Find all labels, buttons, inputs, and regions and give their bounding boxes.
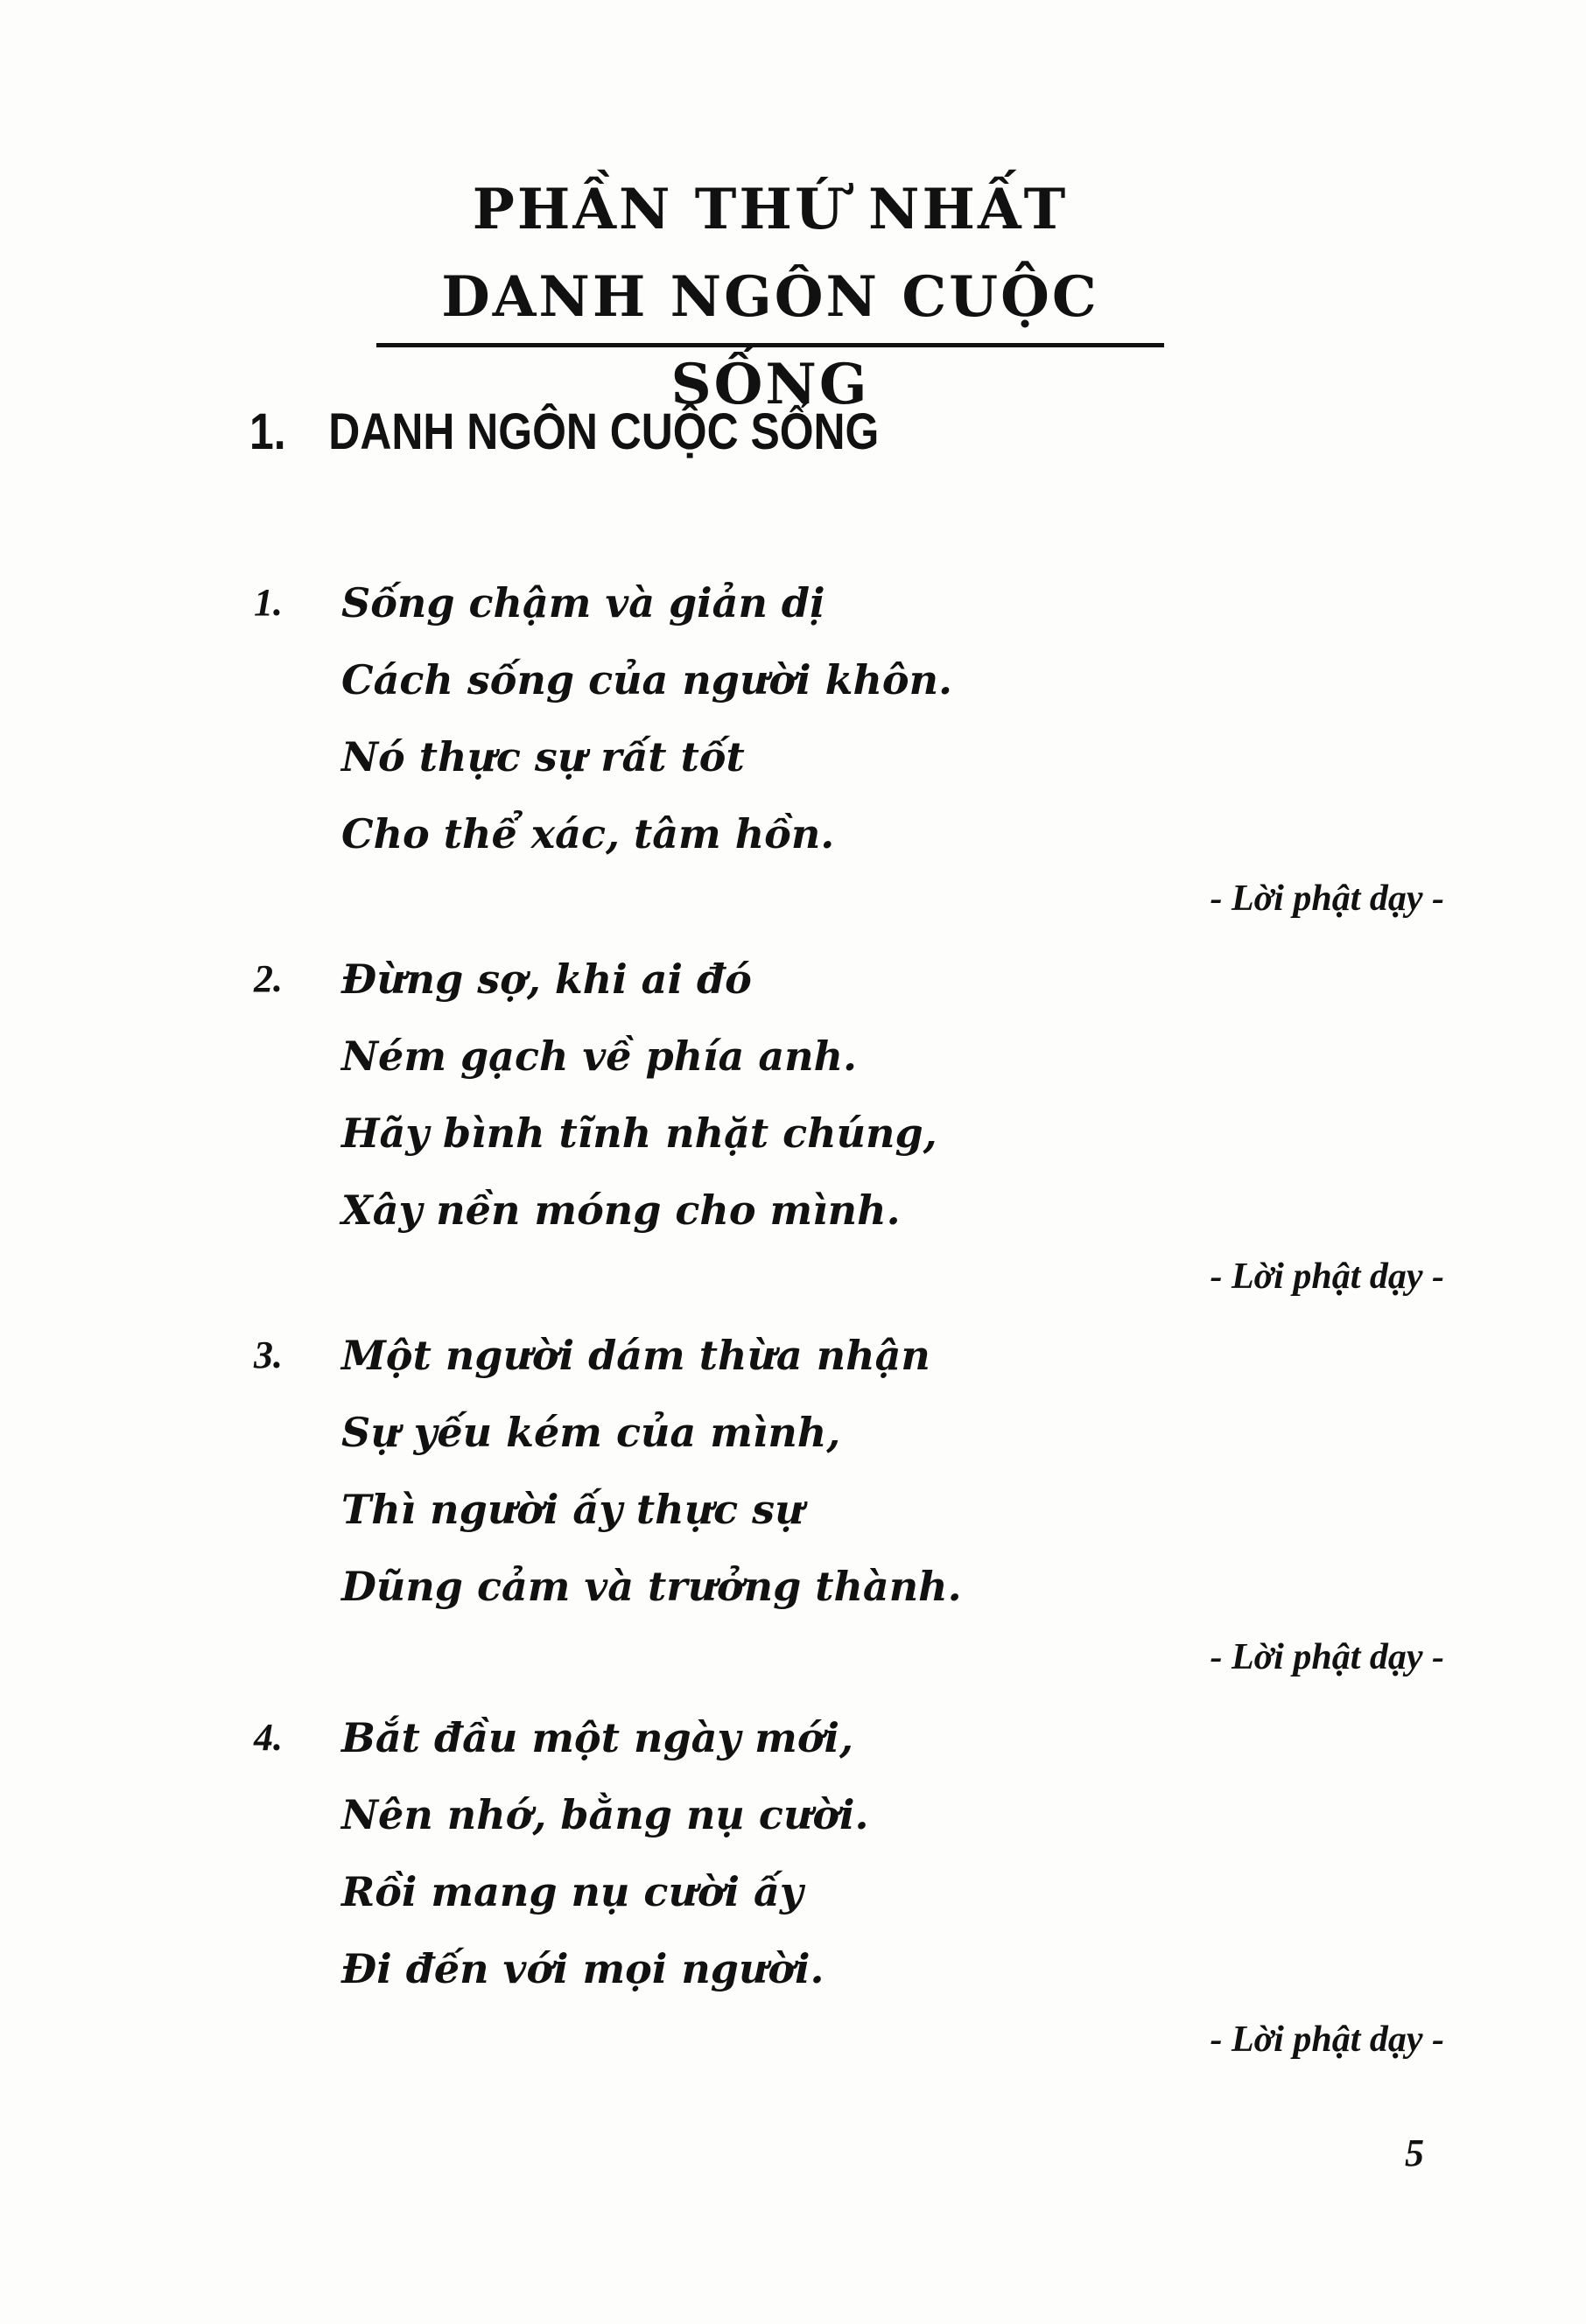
quote-number: 3. <box>254 1334 283 1376</box>
quote-line: Cách sống của người khôn. <box>341 656 953 704</box>
quote-lines <box>341 1317 962 1625</box>
quote-line: Xây nền móng cho mình. <box>341 1186 901 1234</box>
quote-line: Sống chậm và giản dị <box>341 579 825 626</box>
quote-line: Ném gạch về phía anh. <box>341 1032 858 1080</box>
quote-line: Một người dám thừa nhận <box>341 1332 930 1379</box>
quote-line: Cho thể xác, tâm hồn. <box>341 810 835 858</box>
part-title-line-1: PHẦN THỨ NHẤT <box>472 177 1069 242</box>
page-number: 5 <box>1405 2132 1424 2174</box>
quote-line: Đừng sợ, khi ai đó <box>341 956 752 1003</box>
quote-source: - Lời phật dạy - <box>1210 1256 1444 1297</box>
quote-lines <box>341 564 952 872</box>
quote-line: Dũng cảm và trưởng thành. <box>341 1563 962 1610</box>
quote-lines <box>341 941 937 1249</box>
quote-line: Đi đến với mọi người. <box>341 1945 825 1992</box>
section-heading <box>249 402 879 461</box>
quote-number: 1. <box>254 581 283 624</box>
quote-line: Sự yếu kém của mình, <box>341 1409 841 1456</box>
quote-source: - Lời phật dạy - <box>1210 1637 1444 1677</box>
title-divider <box>376 343 1164 347</box>
quote-line: Hãy bình tĩnh nhặt chúng, <box>341 1110 937 1157</box>
quote-source: - Lời phật dạy - <box>1210 2020 1444 2060</box>
part-title <box>376 166 1164 429</box>
quote-number: 2. <box>254 957 283 1000</box>
section-number: 1. <box>249 403 286 460</box>
quote-lines <box>341 1699 869 2007</box>
quote-line: Nó thực sự rất tốt <box>341 733 745 780</box>
quote-line: Rồi mang nụ cười ấy <box>341 1868 804 1915</box>
quote-source: - Lời phật dạy - <box>1210 878 1444 919</box>
part-title-line-2: DANH NGÔN CUỘC SỐNG <box>441 264 1099 417</box>
quote-number: 4. <box>254 1716 283 1759</box>
quote-line: Thì người ấy thực sự <box>341 1486 804 1533</box>
quote-line: Bắt đầu một ngày mới, <box>341 1714 853 1761</box>
section-title: DANH NGÔN CUỘC SỐNG <box>328 403 880 460</box>
quote-line: Nên nhớ, bằng nụ cười. <box>341 1791 869 1838</box>
